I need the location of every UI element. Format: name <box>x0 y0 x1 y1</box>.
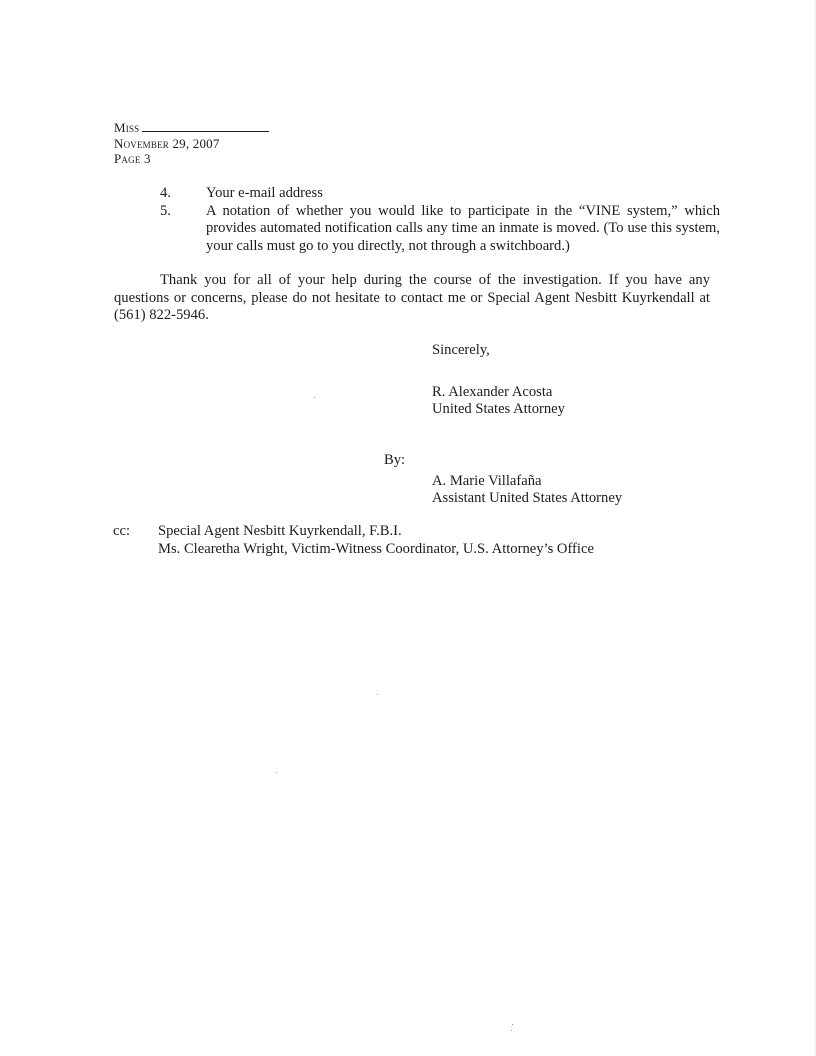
numbered-list <box>160 185 720 255</box>
signer-name: R. Alexander Acosta <box>432 384 553 400</box>
scan-speck <box>377 694 378 695</box>
closing-salutation: Sincerely, <box>432 342 490 358</box>
by-signer-name: A. Marie Villafaña <box>432 473 542 489</box>
by-signer-title: Assistant United States Attorney <box>432 490 623 506</box>
body-paragraph: Thank you for all of your help during the course of the investigation. If you have any questions or concerns, please do not hesitate to contact me or Special Agent Nesbitt Kuyrkendall at (561) 822-5946. <box>114 272 710 323</box>
letter-header <box>114 120 269 167</box>
cc-block <box>113 523 594 558</box>
cc-recipient: Ms. Clearetha Wright, Victim-Witness Coordinator, U.S. Attorney’s Office <box>158 540 594 557</box>
recipient-salutation: Miss <box>114 120 140 135</box>
cc-label: cc: <box>113 523 131 539</box>
recipient-line <box>114 120 269 136</box>
scan-speck <box>511 1030 512 1031</box>
page-number: Page 3 <box>114 151 151 166</box>
list-item <box>160 185 720 203</box>
cc-row <box>113 541 594 559</box>
by-label: By: <box>384 452 406 468</box>
scan-speck <box>314 397 315 398</box>
scan-speck <box>512 1024 513 1025</box>
scan-speck <box>276 772 277 773</box>
recipient-blank-line <box>142 121 269 132</box>
list-item <box>160 203 720 256</box>
list-item-number: 4. <box>160 185 171 201</box>
list-item-text: A notation of whether you would like to participate in the “VINE system,” which provides automated notification calls any time an inmate is moved. (To use this system, your calls must go to you directly, not through a switchboard.) <box>206 202 720 254</box>
signer-title: United States Attorney <box>432 401 565 417</box>
list-item-text: Your e-mail address <box>206 185 323 201</box>
list-item-number: 5. <box>160 202 171 219</box>
cc-recipient: Special Agent Nesbitt Kuyrkendall, F.B.I. <box>158 523 402 539</box>
cc-row <box>113 523 594 541</box>
letter-date: November 29, 2007 <box>114 135 220 151</box>
